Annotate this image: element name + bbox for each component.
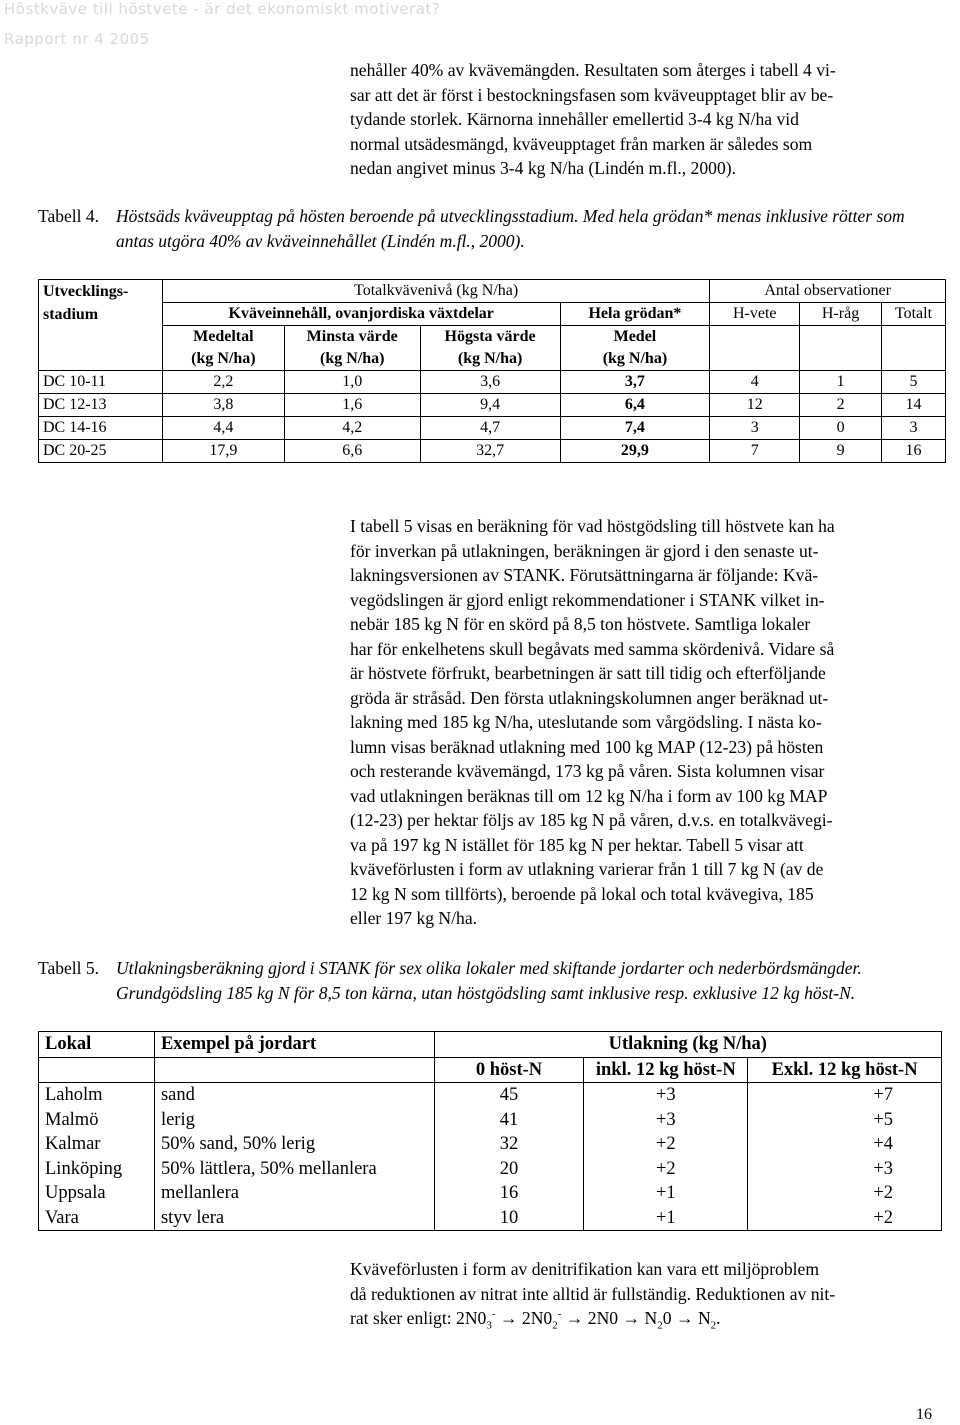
wheat-cell: 7 [710, 440, 800, 463]
site-cell: Linköping [39, 1157, 155, 1182]
header-line: Utvecklings- [43, 283, 129, 300]
zero-cell: 20 [434, 1157, 584, 1182]
header-line: Medel [613, 328, 657, 345]
running-header-report: Rapport nr 4 2005 [4, 30, 150, 48]
soil-cell: styv lera [154, 1206, 434, 1231]
text-line: va på 197 kg N istället för 185 kg N per hektar. Tabell 5 visar att [350, 834, 804, 855]
text-line: I tabell 5 visas en beräkning för vad höstgödsling till höstvete kan ha [350, 516, 835, 536]
table-row [39, 1181, 942, 1206]
formula-sup: - [491, 1308, 496, 1321]
whole-crop-header: Hela grödan* [560, 303, 710, 326]
formula-sub: 2 [552, 1319, 558, 1332]
zero-cell: 32 [434, 1132, 584, 1157]
table4-nitrogen-uptake [38, 279, 946, 463]
table-row [39, 371, 946, 394]
header-line: (kg N/ha) [602, 350, 668, 367]
wheat-cell: 12 [710, 394, 800, 417]
max-cell: 32,7 [420, 440, 560, 463]
soil-cell: 50% lättlera, 50% mellanlera [154, 1157, 434, 1182]
table-row [39, 1206, 942, 1231]
max-header [420, 326, 560, 371]
text-line: normal utsädesmängd, kväveupptaget från marken är således som [350, 133, 813, 154]
text-line: lakningsversionen av STANK. Förutsättningarna är följande: Kvä- [350, 565, 819, 585]
min-cell: 6,6 [284, 440, 420, 463]
formula-sub: 3 [486, 1319, 492, 1332]
table5-caption [38, 956, 938, 1008]
empty-cell [154, 1057, 434, 1083]
formula-part: rat sker enligt: 2N0 [350, 1308, 487, 1328]
empty-cell [882, 326, 946, 371]
text-line: vegödslingen är gjord enligt rekommendationer i STANK vilket in- [350, 589, 825, 610]
min-cell: 1,6 [284, 394, 420, 417]
header-line: stadium [43, 306, 99, 323]
mean-cell: 2,2 [162, 371, 284, 394]
mean-cell: 17,9 [162, 440, 284, 463]
excl-cell: +2 [748, 1181, 942, 1206]
table5-leaching [38, 1031, 942, 1231]
incl-n-header: inkl. 12 kg höst-N [584, 1057, 748, 1083]
text-line: då reduktionen av nitrat inte alltid är fullständig. Reduktionen av nit- [350, 1283, 836, 1304]
zero-cell: 16 [434, 1181, 584, 1206]
arrow-icon: → [675, 1308, 694, 1328]
text-line: eller 197 kg N/ha. [350, 908, 478, 928]
arrow-icon: → [565, 1308, 584, 1328]
zero-n-header: 0 höst-N [434, 1057, 584, 1083]
reaction-formula [350, 1306, 835, 1331]
table-row [39, 417, 946, 440]
header-line: Minsta värde [306, 328, 398, 345]
excl-cell: +4 [748, 1132, 942, 1157]
text-line: för inverkan på utlakningen, beräkningen är gjord i den senaste ut- [350, 540, 819, 561]
running-header-title: Höstkväve till höstvete - är det ekonomiskt motiverat? [4, 0, 441, 18]
stage-cell: DC 10-11 [39, 371, 163, 394]
text-line: gröda är stråsåd. Den första utlakningskolumnen anger beräknad ut- [350, 687, 829, 708]
wheat-cell: 3 [710, 417, 800, 440]
table4-caption-label: Tabell 4. [38, 206, 99, 226]
page-number: 16 [916, 1406, 932, 1423]
whole-cell: 3,7 [560, 371, 710, 394]
formula-sub: 2 [657, 1319, 663, 1332]
zero-cell: 41 [434, 1108, 584, 1133]
incl-cell: +3 [584, 1108, 748, 1133]
excl-cell: +7 [748, 1083, 942, 1108]
text-line: kväveförlusten i form av utlakning varierar från 1 till 7 kg N (av de [350, 859, 824, 879]
site-cell: Laholm [39, 1083, 155, 1108]
site-cell: Uppsala [39, 1181, 155, 1206]
formula-sub: 2 [710, 1319, 717, 1332]
wheat-header: H-vete [710, 303, 800, 326]
excl-n-header: Exkl. 12 kg höst-N [748, 1057, 942, 1083]
empty-cell [800, 326, 882, 371]
max-cell: 9,4 [420, 394, 560, 417]
text-line: 12 kg N som tillförts), beroende på lokal och total kvävegiva, 185 [350, 883, 814, 904]
incl-cell: +3 [584, 1083, 748, 1108]
stage-header [39, 280, 163, 371]
soil-header: Exempel på jordart [154, 1032, 434, 1058]
empty-cell [710, 326, 800, 371]
mean-cell: 3,8 [162, 394, 284, 417]
min-cell: 1,0 [284, 371, 420, 394]
whole-cell: 29,9 [560, 440, 710, 463]
whole-cell: 7,4 [560, 417, 710, 440]
total-cell: 3 [882, 417, 946, 440]
soil-cell: mellanlera [154, 1181, 434, 1206]
total-nitrogen-header: Totalkvävenivå (kg N/ha) [162, 280, 709, 303]
table4-caption-text [116, 204, 905, 254]
rye-cell: 2 [800, 394, 882, 417]
intro-paragraph [350, 58, 836, 181]
text-line: är höstvete förfrukt, bearbetningen är satt till tidig och efterföljande [350, 663, 826, 683]
caption-line: Höstsäds kväveupptag på hösten beroende på utvecklingsstadium. Med hela grödan* menas inklusive rötter som [116, 206, 905, 226]
text-line: tydande storlek. Kärnorna innehåller emellertid 3-4 kg N/ha vid [350, 109, 799, 129]
text-line: (12-23) per hektar följs av 185 kg N på våren, d.v.s. en totalkvävegi- [350, 810, 833, 830]
formula-part: N [644, 1308, 658, 1328]
max-cell: 4,7 [420, 417, 560, 440]
table-row [39, 440, 946, 463]
mean-cell: 4,4 [162, 417, 284, 440]
rye-header: H-råg [800, 303, 882, 326]
observations-header: Antal observationer [710, 280, 946, 303]
stage-cell: DC 12-13 [39, 394, 163, 417]
empty-cell [39, 1057, 155, 1083]
text-line: lumn visas beräknad utlakning med 100 kg MAP (12-23) på hösten [350, 736, 824, 757]
whole-mean-header [560, 326, 710, 371]
text-line: vad utlakningen beräknas till om 12 kg N/ha i form av 100 kg MAP [350, 785, 828, 806]
table5-caption-label: Tabell 5. [38, 958, 99, 978]
caption-line: antas utgöra 40% av kväveinnehållet (Lindén m.fl., 2000). [116, 231, 525, 251]
incl-cell: +2 [584, 1157, 748, 1182]
min-cell: 4,2 [284, 417, 420, 440]
header-line: (kg N/ha) [319, 350, 385, 367]
table4-caption [38, 204, 938, 254]
formula-part: N [697, 1308, 711, 1328]
table-row [39, 1132, 942, 1157]
text-line: Kväveförlusten i form av denitrifikation kan vara ett miljöproblem [350, 1259, 820, 1279]
rye-cell: 9 [800, 440, 882, 463]
table-row [39, 1157, 942, 1182]
total-cell: 16 [882, 440, 946, 463]
formula-part: 2N0 [587, 1308, 619, 1328]
min-header [284, 326, 420, 371]
table-row [39, 394, 946, 417]
table5-caption-text [116, 956, 862, 1006]
formula-part: 0 [662, 1308, 672, 1328]
caption-line: Utlakningsberäkning gjord i STANK för sex olika lokaler med skiftande jordarter och nederbördsmängder. [116, 958, 862, 978]
zero-cell: 10 [434, 1206, 584, 1231]
total-cell: 14 [882, 394, 946, 417]
arrow-icon: → [499, 1308, 518, 1328]
table-row [39, 1083, 942, 1108]
content-header: Kväveinnehåll, ovanjordiska växtdelar [162, 303, 560, 326]
excl-cell: +2 [748, 1206, 942, 1231]
text-line: och resterande kvävemängd, 173 kg på våren. Sista kolumnen visar [350, 761, 825, 781]
body-paragraph [350, 514, 835, 931]
rye-cell: 0 [800, 417, 882, 440]
max-cell: 3,6 [420, 371, 560, 394]
incl-cell: +2 [584, 1132, 748, 1157]
soil-cell: lerig [154, 1108, 434, 1133]
whole-cell: 6,4 [560, 394, 710, 417]
site-header: Lokal [39, 1032, 155, 1058]
stage-cell: DC 20-25 [39, 440, 163, 463]
text-line: har för enkelhetens skull begåvats med samma skördenivå. Vidare så [350, 638, 835, 659]
mean-header [162, 326, 284, 371]
soil-cell: sand [154, 1083, 434, 1108]
table-row [39, 1108, 942, 1133]
site-cell: Kalmar [39, 1132, 155, 1157]
wheat-cell: 4 [710, 371, 800, 394]
formula-part: . [716, 1308, 721, 1328]
total-cell: 5 [882, 371, 946, 394]
text-line: nehåller 40% av kvävemängden. Resultaten som återges i tabell 4 vi- [350, 60, 836, 80]
formula-sup: - [557, 1308, 562, 1321]
text-line: nedan angivet minus 3-4 kg N/ha (Lindén m.fl., 2000). [350, 158, 737, 178]
text-line: lakning med 185 kg N/ha, uteslutande som vårgödsling. I nästa ko- [350, 712, 822, 732]
header-line: (kg N/ha) [191, 350, 256, 367]
header-line: (kg N/ha) [457, 350, 523, 367]
text-line: nebär 185 kg N för en skörd på 8,5 ton höstvete. Samtliga lokaler [350, 614, 811, 634]
header-line: Högsta värde [444, 328, 536, 345]
incl-cell: +1 [584, 1206, 748, 1231]
formula-part: 2N0 [521, 1308, 553, 1328]
zero-cell: 45 [434, 1083, 584, 1108]
site-cell: Vara [39, 1206, 155, 1231]
excl-cell: +3 [748, 1157, 942, 1182]
stage-cell: DC 14-16 [39, 417, 163, 440]
excl-cell: +5 [748, 1108, 942, 1133]
sum-header: Totalt [882, 303, 946, 326]
rye-cell: 1 [800, 371, 882, 394]
closing-paragraph [350, 1257, 835, 1331]
leaching-header: Utlakning (kg N/ha) [434, 1032, 941, 1058]
text-line: sar att det är först i bestockningsfasen som kväveupptaget blir av be- [350, 84, 834, 105]
arrow-icon: → [622, 1308, 641, 1328]
header-line: Medeltal [193, 328, 254, 345]
caption-line: Grundgödsling 185 kg N för 8,5 ton kärna, utan höstgödsling samt inklusive resp. exklusive 12 kg höst-N. [116, 983, 856, 1003]
soil-cell: 50% sand, 50% lerig [154, 1132, 434, 1157]
site-cell: Malmö [39, 1108, 155, 1133]
incl-cell: +1 [584, 1181, 748, 1206]
